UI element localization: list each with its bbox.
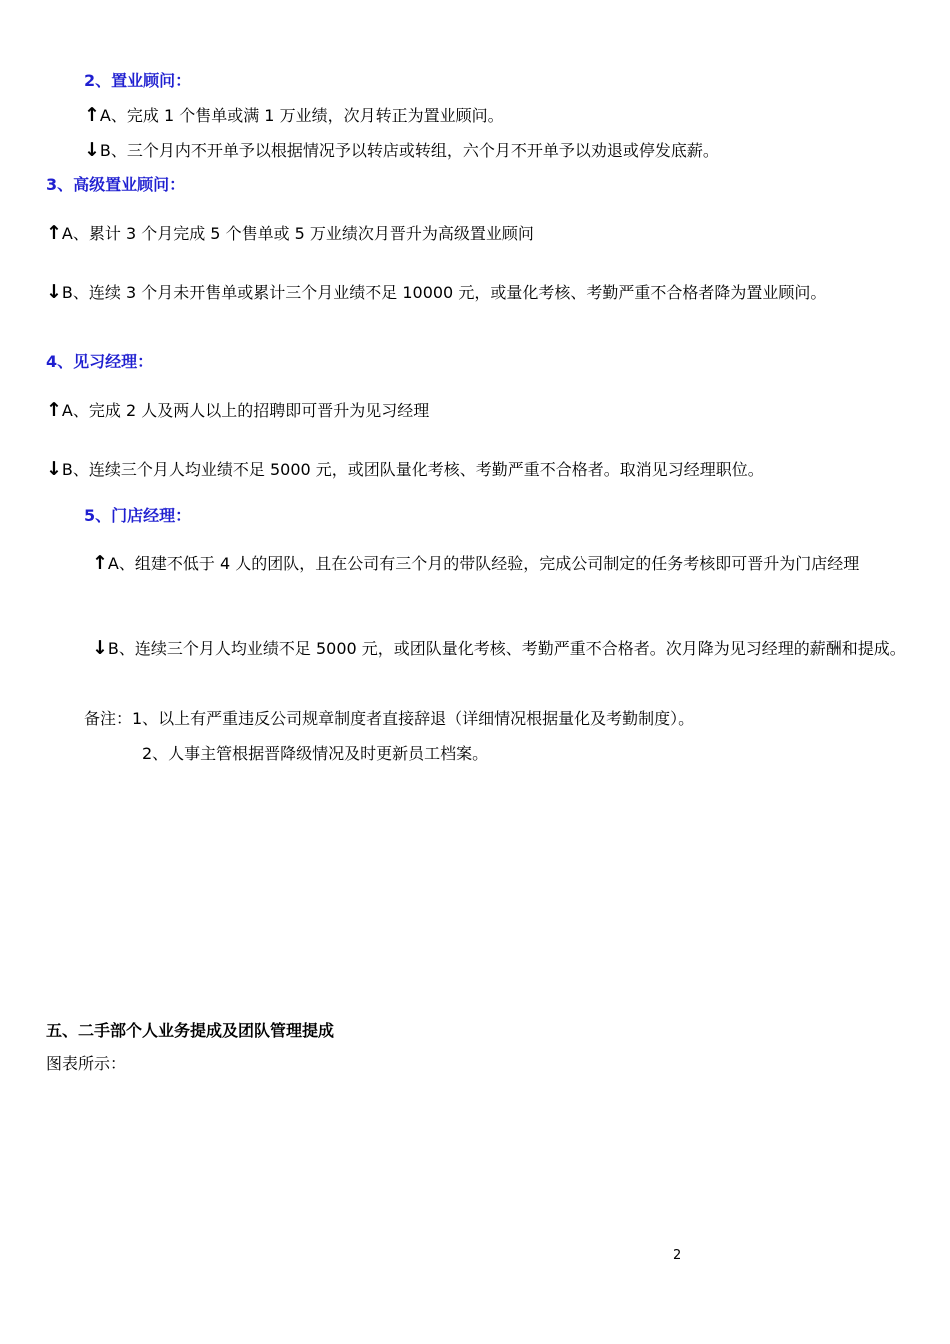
s2-demotion-text: B、三个月内不开单予以根据情况予以转店或转组，六个月不开单予以劝退或停发底薪。 [99,141,719,160]
s2-demotion-rule [84,139,719,162]
s5-demotion-text: B、连续三个月人均业绩不足 5000 元，或团队量化考核、考勤严重不合格者。次月降为见习经理的薪酬和提成。 [107,639,906,658]
s5-demotion-rule [46,631,906,666]
heading-senior-sales-consultant: 3、高级置业顾问： [46,175,186,194]
note-2: 2、人事主管根据晋降级情况及时更新员工档案。 [142,744,489,763]
heading-sales-consultant: 2、置业顾问： [84,71,192,90]
section-five-heading: 五、二手部个人业务提成及团队管理提成 [46,1021,335,1040]
chart-caption: 图表所示： [46,1054,127,1073]
s5-promotion-rule [46,546,906,581]
heading-store-manager: 5、门店经理： [84,506,192,525]
down-arrow-icon: ↓ [46,458,62,480]
s4-promotion-text: A、完成 2 人及两人以上的招聘即可晋升为见习经理 [61,401,430,420]
down-arrow-icon: ↓ [84,139,100,161]
s3-demotion-text: B、连续 3 个月未开售单或累计三个月业绩不足 10000 元，或量化考核、考勤严重不合格者降为置业顾问。 [61,283,827,302]
page-number: 2 [673,1248,682,1263]
up-arrow-icon: ↑ [46,222,62,244]
s2-promotion-text: A、完成 1 个售单或满 1 万业绩，次月转正为置业顾问。 [99,106,504,125]
up-arrow-icon: ↑ [46,399,62,421]
s2-promotion-rule [84,104,504,127]
s3-demotion-rule [46,275,906,310]
up-arrow-icon: ↑ [84,104,100,126]
up-arrow-icon: ↑ [92,552,108,574]
down-arrow-icon: ↓ [92,637,108,659]
down-arrow-icon: ↓ [46,281,62,303]
s4-demotion-text: B、连续三个月人均业绩不足 5000 元，或团队量化考核、考勤严重不合格者。取消见习经理职位。 [61,460,764,479]
heading-trainee-manager: 4、见习经理： [46,352,154,371]
note-1: 备注：1、以上有严重违反公司规章制度者直接辞退（详细情况根据量化及考勤制度）。 [84,709,695,728]
s3-promotion-text: A、累计 3 个月完成 5 个售单或 5 万业绩次月晋升为高级置业顾问 [61,224,534,243]
s4-demotion-rule [46,458,764,481]
s4-promotion-rule [46,399,429,422]
s3-promotion-rule [46,222,534,245]
s5-promotion-text: A、组建不低于 4 人的团队，且在公司有三个月的带队经验，完成公司制定的任务考核即可晋升为门店经理 [107,554,860,573]
